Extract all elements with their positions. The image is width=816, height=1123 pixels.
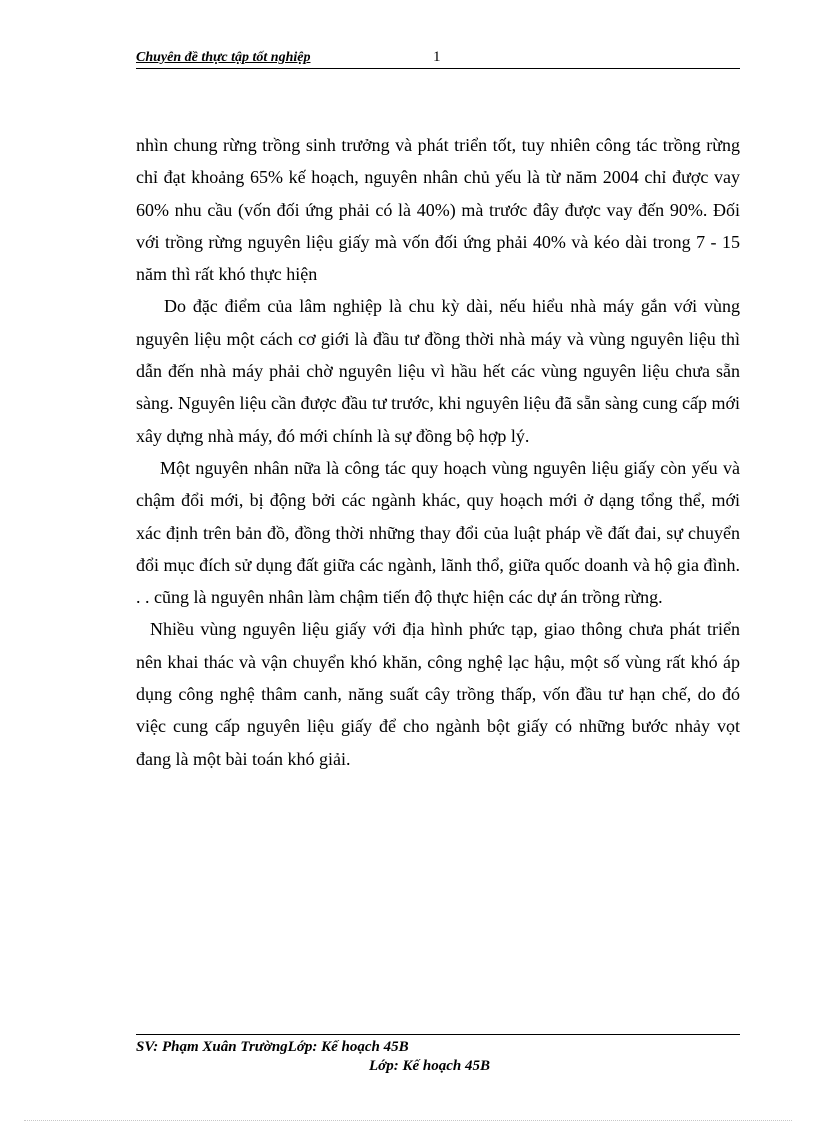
paragraph-1: nhìn chung rừng trồng sinh trưởng và phát triển tốt, tuy nhiên công tác trồng rừng chỉ đạt khoảng 65% kế hoạch, nguyên nhân chủ yếu là từ năm 2004 chỉ được vay 60% nhu cầu (vốn đối ứng phải có là 40%) mà trước đây được vay đến 90%. Đối với trồng rừng nguyên liệu giấy mà vốn đối ứng phải 40% và kéo dài trong 7 - 15 năm thì rất khó thực hiện xyxy=(136,135,740,285)
page-number: 1 xyxy=(433,49,441,65)
paragraph-4: Nhiều vùng nguyên liệu giấy với địa hình phức tạp, giao thông chưa phát triển nên khai thác và vận chuyển khó khăn, công nghệ lạc hậu, một số vùng rất khó áp dụng công nghệ thâm canh, năng suất cây trồng thấp, vốn đầu tư hạn chế, do đó việc cung cấp nguyên liệu giấy để cho ngành bột giấy có những bước nhảy vọt đang là một bài toán khó giải. xyxy=(136,619,740,769)
paragraph-3: Một nguyên nhân nữa là công tác quy hoạch vùng nguyên liệu giấy còn yếu và chậm đổi mới, bị động bởi các ngành khác, quy hoạch mới ở dạng tổng thể, mới xác định trên bản đồ, đồng thời những thay đổi của luật pháp về đất đai, sự chuyển đổi mục đích sử dụng đất giữa các ngành, lãnh thổ, giữa quốc doanh và hộ gia đình. . . cũng là nguyên nhân làm chậm tiến độ thực hiện các dự án trồng rừng. xyxy=(136,457,740,608)
footer-class-line: Lớp: Kế hoạch 45B xyxy=(369,1058,490,1074)
page-bottom-edge xyxy=(24,1120,792,1121)
footer-divider xyxy=(136,1034,740,1035)
footer-student-line: SV: Phạm Xuân TrườngLớp: Kế hoạch 45B xyxy=(136,1039,409,1055)
paragraph-2: Do đặc điểm của lâm nghiệp là chu kỳ dài, nếu hiểu nhà máy gắn với vùng nguyên liệu một cách cơ giới là đầu tư đồng thời nhà máy và vùng nguyên liệu thì dẫn đến nhà máy phải chờ nguyên liệu vì hầu hết các vùng nguyên liệu chưa sẵn sàng. Nguyên liệu cần được đầu tư trước, khi nguyên liệu đã sẵn sàng cung cấp mới xây dựng nhà máy, đó mới chính là sự đồng bộ hợp lý. xyxy=(136,296,740,446)
page-header xyxy=(136,48,740,69)
document-body xyxy=(136,129,740,775)
document-title: Chuyên đề thực tập tốt nghiệp xyxy=(136,50,311,65)
